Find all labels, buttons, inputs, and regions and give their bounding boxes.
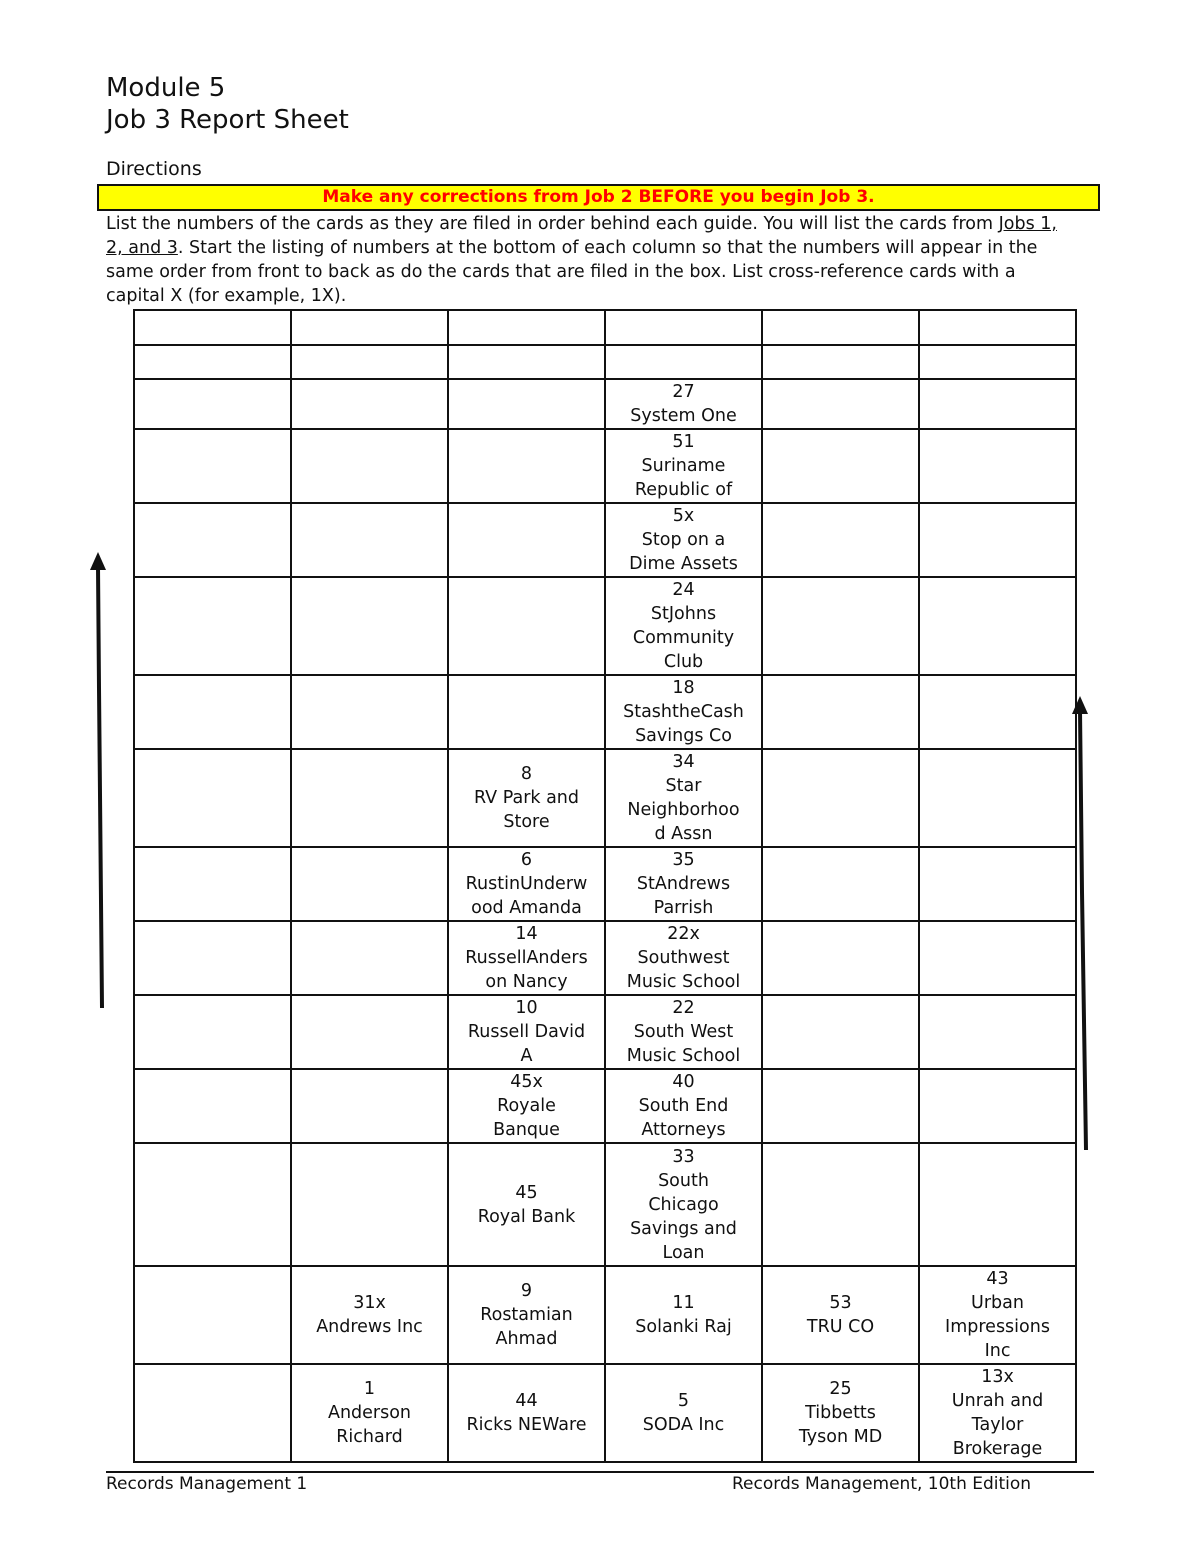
- table-row: [134, 577, 1076, 675]
- table-cell: [448, 503, 605, 577]
- card-name-line: StAndrews: [636, 874, 731, 894]
- card-name-line: Tyson MD: [798, 1427, 883, 1447]
- card-name-line: Savings Co: [635, 726, 732, 746]
- instructions-line3: same order from front to back as do the cards that are filed in the box. List cross-reference cards with a: [106, 262, 1016, 282]
- card-name-line: on Nancy: [485, 972, 568, 992]
- card-name-line: Attorneys: [641, 1120, 726, 1140]
- table-row: [134, 995, 1076, 1069]
- card-number: 40: [672, 1072, 695, 1092]
- instructions-line1: List the numbers of the cards as they are filed in order behind each guide. You will list the cards from: [106, 214, 999, 234]
- card-name-line: Inc: [984, 1341, 1011, 1361]
- card-number: 22x: [667, 924, 700, 944]
- table-cell: [448, 1364, 605, 1462]
- table-cell: [448, 1143, 605, 1266]
- card-name-line: Dime Assets: [629, 554, 738, 574]
- card-name-line: Richard: [336, 1427, 403, 1447]
- table-cell: [919, 577, 1076, 675]
- card-number: 22: [672, 998, 695, 1018]
- table-cell: [291, 995, 448, 1069]
- table-cell: [605, 921, 762, 995]
- table-cell: [134, 1143, 291, 1266]
- card-number: 5x: [672, 506, 695, 526]
- table-cell: [605, 1364, 762, 1462]
- card-name-line: Taylor: [971, 1415, 1024, 1435]
- table-cell: [919, 379, 1076, 429]
- corrections-banner: Make any corrections from Job 2 BEFORE you begin Job 3.: [97, 184, 1100, 211]
- instructions-line2: . Start the listing of numbers at the bottom of each column so that the numbers will appear in the: [177, 238, 1038, 258]
- card-number: 51: [672, 432, 695, 452]
- table-cell: [762, 1143, 919, 1266]
- card-number: 33: [672, 1146, 695, 1167]
- table-row: [134, 1364, 1076, 1462]
- table-cell: [448, 429, 605, 503]
- table-cell: [291, 345, 448, 379]
- page-title: Job 3 Report Sheet: [106, 105, 349, 135]
- table-cell: [605, 1143, 762, 1266]
- table-cell: [919, 847, 1076, 921]
- card-name-line: Loan: [662, 1242, 705, 1263]
- directions-label: Directions: [106, 158, 202, 180]
- card-name-line: Neighborhoo: [627, 800, 740, 820]
- card-name-line: Parrish: [653, 898, 714, 918]
- card-name-line: Store: [503, 812, 550, 832]
- card-name-line: Royale: [497, 1096, 556, 1116]
- card-name-line: South West: [633, 1022, 734, 1042]
- card-name-line: ood Amanda: [471, 898, 582, 918]
- card-name-line: Andrews Inc: [316, 1317, 423, 1337]
- table-row: [134, 1143, 1076, 1266]
- table-cell: [919, 995, 1076, 1069]
- table-cell: [291, 1266, 448, 1364]
- card-name-line: Banque: [493, 1120, 560, 1140]
- card-name-line: Club: [663, 652, 704, 672]
- right-up-arrow-icon: [1070, 692, 1094, 1154]
- card-number: 24: [672, 580, 695, 600]
- table-cell: [291, 310, 448, 345]
- table-cell: [919, 675, 1076, 749]
- footer-right: Records Management, 10th Edition: [732, 1474, 1032, 1494]
- card-number: 1: [363, 1379, 376, 1399]
- card-name-line: SODA Inc: [642, 1415, 725, 1435]
- table-cell: [605, 675, 762, 749]
- card-number: 27: [672, 382, 695, 402]
- table-cell: [134, 995, 291, 1069]
- card-name-line: Solanki Raj: [635, 1317, 732, 1337]
- card-name-line: Royal Bank: [477, 1206, 576, 1227]
- table-cell: [291, 847, 448, 921]
- card-name-line: StashtheCash: [623, 702, 744, 722]
- table-row: [134, 847, 1076, 921]
- table-row: [134, 675, 1076, 749]
- table-cell: [605, 310, 762, 345]
- module-title: Module 5: [106, 73, 226, 103]
- table-row: [134, 345, 1076, 379]
- table-cell: [134, 675, 291, 749]
- card-name-line: Chicago: [648, 1194, 719, 1215]
- card-name-line: Unrah and: [951, 1391, 1044, 1411]
- table-cell: [448, 921, 605, 995]
- card-name-line: Impressions: [945, 1317, 1050, 1337]
- table-cell: [762, 379, 919, 429]
- card-number: 13x: [981, 1367, 1014, 1387]
- table-row: [134, 1069, 1076, 1143]
- jobs-reference: Jobs 1,: [998, 214, 1057, 234]
- table-cell: [919, 345, 1076, 379]
- card-number: 9: [520, 1281, 533, 1301]
- card-name-line: TRU CO: [806, 1317, 875, 1337]
- card-name-line: RV Park and: [473, 788, 580, 808]
- card-number: 43: [986, 1269, 1009, 1289]
- table-row: [134, 921, 1076, 995]
- table-cell: [605, 847, 762, 921]
- card-name-line: Music School: [626, 1046, 741, 1066]
- card-number: 6: [520, 850, 533, 870]
- table-cell: [919, 429, 1076, 503]
- table-cell: [605, 577, 762, 675]
- table-cell: [134, 577, 291, 675]
- table-cell: [291, 1143, 448, 1266]
- table-cell: [291, 577, 448, 675]
- table-cell: [291, 921, 448, 995]
- table-cell: [919, 503, 1076, 577]
- card-name-line: Brokerage: [952, 1439, 1043, 1459]
- card-name-line: Ricks NEWare: [466, 1415, 587, 1435]
- table-cell: [919, 921, 1076, 995]
- table-cell: [448, 675, 605, 749]
- card-name-line: Anderson: [327, 1403, 412, 1423]
- table-cell: [291, 379, 448, 429]
- card-name-line: Savings and: [630, 1218, 737, 1239]
- left-up-arrow-icon: [86, 548, 110, 1012]
- table-cell: [605, 1266, 762, 1364]
- table-cell: [291, 749, 448, 847]
- table-cell: [605, 995, 762, 1069]
- table-cell: [448, 1266, 605, 1364]
- table-cell: [919, 1069, 1076, 1143]
- table-cell: [762, 503, 919, 577]
- instructions-line4: capital X (for example, 1X).: [106, 286, 347, 306]
- card-name-line: Russell David: [467, 1022, 586, 1042]
- table-cell: [762, 1069, 919, 1143]
- report-grid: [133, 309, 1077, 1463]
- card-name-line: A: [520, 1046, 533, 1066]
- card-name-line: South: [658, 1170, 709, 1191]
- table-cell: [448, 1069, 605, 1143]
- table-cell: [919, 310, 1076, 345]
- table-cell: [291, 429, 448, 503]
- table-row: [134, 1266, 1076, 1364]
- table-cell: [762, 1266, 919, 1364]
- table-cell: [291, 675, 448, 749]
- table-cell: [448, 749, 605, 847]
- card-name-line: Southwest: [637, 948, 730, 968]
- table-cell: [448, 847, 605, 921]
- table-cell: [134, 503, 291, 577]
- card-name-line: System One: [630, 406, 737, 426]
- table-cell: [134, 847, 291, 921]
- table-cell: [762, 921, 919, 995]
- table-cell: [134, 1069, 291, 1143]
- card-name-line: RustinUnderw: [465, 874, 588, 894]
- card-name-line: Community: [632, 628, 735, 648]
- card-number: 11: [672, 1293, 695, 1313]
- table-cell: [134, 921, 291, 995]
- card-number: 14: [515, 924, 538, 944]
- table-cell: [605, 379, 762, 429]
- table-cell: [605, 345, 762, 379]
- card-number: 25: [829, 1379, 852, 1399]
- card-number: 34: [672, 752, 695, 772]
- instructions-paragraph: [106, 212, 1096, 308]
- card-name-line: RussellAnders: [465, 948, 588, 968]
- table-cell: [919, 1143, 1076, 1266]
- card-name-line: Music School: [626, 972, 741, 992]
- table-cell: [919, 1266, 1076, 1364]
- table-row: [134, 429, 1076, 503]
- card-name-line: Republic of: [634, 480, 733, 500]
- table-cell: [448, 345, 605, 379]
- table-cell: [762, 749, 919, 847]
- table-cell: [291, 503, 448, 577]
- card-number: 10: [515, 998, 538, 1018]
- table-cell: [762, 345, 919, 379]
- table-row: [134, 310, 1076, 345]
- table-cell: [291, 1364, 448, 1462]
- card-name-line: Ahmad: [495, 1329, 558, 1349]
- table-cell: [448, 995, 605, 1069]
- footer-left: Records Management 1: [106, 1474, 308, 1494]
- card-name-line: Tibbetts: [805, 1403, 876, 1423]
- table-cell: [448, 379, 605, 429]
- table-cell: [762, 1364, 919, 1462]
- table-cell: [762, 847, 919, 921]
- card-name-line: Suriname: [641, 456, 726, 476]
- table-cell: [134, 1266, 291, 1364]
- card-number: 53: [829, 1293, 852, 1313]
- table-row: [134, 503, 1076, 577]
- card-number: 35: [672, 850, 695, 870]
- table-cell: [448, 310, 605, 345]
- card-name-line: South End: [638, 1096, 729, 1116]
- table-cell: [762, 310, 919, 345]
- table-cell: [134, 379, 291, 429]
- table-cell: [605, 503, 762, 577]
- table-cell: [919, 1364, 1076, 1462]
- card-name-line: Rostamian: [480, 1305, 573, 1325]
- card-number: 8: [520, 764, 533, 784]
- card-number: 45: [515, 1182, 538, 1203]
- table-cell: [134, 1364, 291, 1462]
- card-number: 44: [515, 1391, 538, 1411]
- table-cell: [762, 675, 919, 749]
- table-cell: [762, 995, 919, 1069]
- card-name-line: Star: [665, 776, 702, 796]
- table-cell: [134, 310, 291, 345]
- table-cell: [762, 429, 919, 503]
- card-number: 5: [677, 1391, 690, 1411]
- card-name-line: d Assn: [654, 824, 713, 844]
- table-cell: [762, 577, 919, 675]
- card-name-line: Urban: [971, 1293, 1024, 1313]
- card-number: 45x: [510, 1072, 543, 1092]
- table-cell: [291, 1069, 448, 1143]
- card-number: 18: [672, 678, 695, 698]
- table-cell: [605, 1069, 762, 1143]
- table-cell: [605, 429, 762, 503]
- table-cell: [919, 749, 1076, 847]
- table-row: [134, 749, 1076, 847]
- jobs-reference-cont: 2, and 3: [106, 238, 178, 258]
- footer-divider: [106, 1471, 1094, 1473]
- card-name-line: StJohns: [650, 604, 717, 624]
- table-cell: [134, 429, 291, 503]
- table-cell: [134, 749, 291, 847]
- table-cell: [134, 345, 291, 379]
- table-cell: [448, 577, 605, 675]
- card-number: 31x: [353, 1293, 386, 1313]
- table-cell: [605, 749, 762, 847]
- table-row: [134, 379, 1076, 429]
- card-name-line: Stop on a: [641, 530, 726, 550]
